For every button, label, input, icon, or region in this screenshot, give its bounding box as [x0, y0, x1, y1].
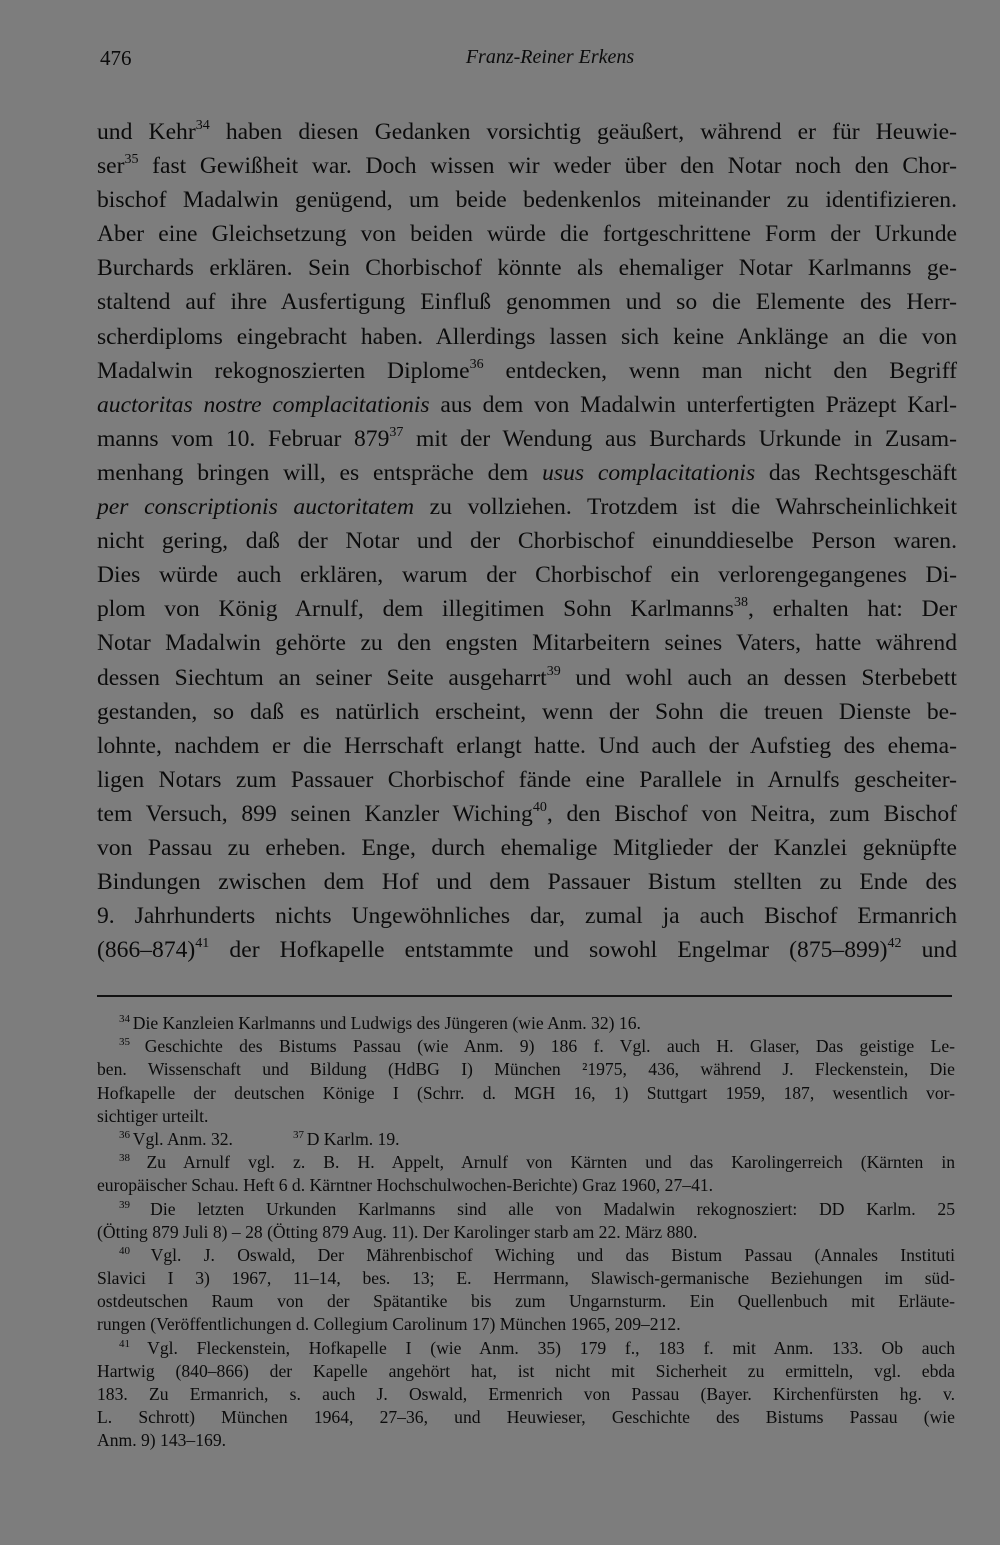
text-segment: und [901, 937, 957, 964]
footnote-line [97, 1105, 955, 1128]
italic-phrase: auctoritas nostre complacitationis [97, 391, 430, 418]
footnote-text: Geschichte des Bistums Passau (wie Anm. 9) 186 f. Vgl. auch H. Glaser, Das geistige Le- [144, 1036, 955, 1057]
text-line [97, 149, 957, 183]
footnote-text: D Karlm. 19. [306, 1128, 400, 1149]
text-segment: gestanden, so daß es natürlich erscheint, wenn der Sohn die treuen Dienste be- [97, 698, 957, 725]
text-line [97, 524, 957, 558]
main-text [97, 115, 957, 967]
text-line [97, 831, 957, 865]
running-head: Franz-Reiner Erkens [465, 46, 635, 68]
footnote-text: Hofkapelle der deutschen Könige I (Schrr. d. MGH 16, 1) Stuttgart 1959, 187, wesentlich vor- [97, 1082, 955, 1103]
text-segment: , den Bischof von Neitra, zum Bischof [546, 800, 957, 827]
text-segment: staltend auf ihre Ausfertigung Einfluß genommen und so die Elemente des Herr- [97, 289, 957, 316]
text-line [97, 626, 957, 660]
text-segment: Madalwin rekognoszierten Diplome [97, 357, 470, 384]
footnote-line [97, 1360, 955, 1383]
footnote-text: Anm. 9) 143–169. [97, 1430, 227, 1451]
footnote-text: Die Kanzleien Karlmanns und Ludwigs des Jüngeren (wie Anm. 32) 16. [132, 1013, 641, 1033]
text-segment: plom von König Arnulf, dem illegitimen Sohn Karlmanns [97, 596, 734, 623]
footnote-text: Vgl. Anm. 32. [132, 1128, 233, 1149]
footnote-line [97, 1383, 955, 1406]
text-line [97, 422, 957, 456]
text-line [97, 899, 957, 933]
footnote-line [97, 1198, 955, 1221]
text-line [97, 217, 957, 251]
footnote-number: 39 [119, 1198, 151, 1211]
page-number: 476 [100, 46, 132, 70]
footnote-number: 34 [119, 1013, 133, 1025]
footnote-ref: 38 [733, 595, 748, 611]
page-header [100, 46, 950, 76]
footnote-ref: 35 [124, 152, 139, 168]
footnote-line [97, 1128, 955, 1151]
footnote-line [97, 1244, 955, 1267]
footnote-text: Die letzten Urkunden Karlmanns sind alle von Madalwin rekognosziert: DD Karlm. 25 [150, 1198, 956, 1219]
footnote-line [97, 1012, 955, 1035]
text-segment: bischof Madalwin genügend, um beide bedenkenlos miteinander zu identifizieren. [97, 187, 957, 214]
text-segment: lohnte, nachdem er die Herrschaft erlangt hatte. Und auch der Aufstieg des ehema- [97, 732, 957, 759]
footnote-line [97, 1151, 955, 1174]
footnote-text: ostdeutschen Raum von der Spätantike bis zum Ungarnsturm. Ein Quellenbuch mit Erläute- [97, 1291, 955, 1312]
text-segment: tem Versuch, 899 seinen Kanzler Wiching [97, 800, 533, 827]
footnote-separator [97, 995, 952, 997]
text-segment: haben diesen Gedanken vorsichtig geäußert, während er für Heuwie- [209, 119, 957, 145]
footnote-ref: 36 [469, 356, 484, 372]
text-segment: entdecken, wenn man nicht den Begriff [483, 357, 957, 384]
footnote-line [97, 1267, 955, 1290]
footnote-number: 41 [119, 1337, 148, 1350]
text-segment: , erhalten hat: Der [747, 596, 957, 623]
text-segment: und wohl auch an dessen Sterbebett [560, 664, 957, 691]
footnote-text: 183. Zu Ermanrich, s. auch J. Oswald, Ermenrich von Passau (Bayer. Kirchenfürsten hg. v. [97, 1384, 955, 1404]
text-segment: ligen Notars zum Passauer Chorbischof fände eine Parallele in Arnulfs gescheiter- [97, 766, 957, 793]
footnote-line [97, 1290, 955, 1313]
footnotes [97, 1012, 955, 1453]
footnote-text: Vgl. Fleckenstein, Hofkapelle I (wie Anm. 35) 179 f., 183 f. mit Anm. 133. Ob auch [147, 1337, 956, 1358]
text-segment: Dies würde auch erklären, warum der Chorbischof ein verlorengegangenes Di- [97, 562, 957, 589]
text-segment: nicht gering, daß der Notar und der Chorbischof einunddieselbe Person waren. [97, 528, 957, 555]
text-line [97, 558, 957, 592]
text-segment: zu vollziehen. Trotzdem ist die Wahrscheinlichkeit [414, 494, 958, 521]
footnote-number: 40 [119, 1244, 151, 1257]
footnote-line [97, 1221, 955, 1244]
footnote-line [97, 1058, 955, 1081]
text-segment: von Passau zu erheben. Enge, durch ehemalige Mitglieder der Kanzlei geknüpfte [97, 834, 957, 861]
footnote-ref: 37 [389, 424, 404, 440]
text-line [97, 456, 957, 490]
footnote-number: 37 [292, 1128, 307, 1141]
text-line [97, 865, 957, 899]
footnote-number: 36 [119, 1128, 133, 1141]
text-line [97, 388, 957, 422]
text-segment: und Kehr [97, 119, 196, 145]
text-segment: 9. Jahrhunderts nichts Ungewöhnliches dar, zumal ja auch Bischof Ermanrich [97, 903, 957, 930]
footnote-line [97, 1429, 955, 1452]
footnote-text: Zu Arnulf vgl. z. B. H. Appelt, Arnulf von Kärnten und das Karolingerreich (Kärnten in [146, 1152, 956, 1173]
text-segment: Aber eine Gleichsetzung von beiden würde die fortgeschrittene Form der Urkunde [97, 221, 957, 248]
italic-phrase: per conscriptionis auctoritatem [97, 494, 415, 521]
footnote-text: Slavici I 3) 1967, 11–14, bes. 13; E. Herrmann, Slawisch-germanische Beziehungen im süd- [97, 1268, 955, 1289]
text-line [97, 251, 957, 285]
text-segment: ser [97, 153, 125, 180]
text-line [97, 797, 957, 831]
text-line [97, 354, 957, 388]
footnote-ref: 40 [532, 799, 547, 815]
footnote-line [97, 1082, 955, 1105]
text-segment: fast Gewißheit war. Doch wissen wir weder über den Notar noch den Chor- [138, 153, 957, 180]
footnote-text: ben. Wissenschaft und Bildung (HdBG I) München ²1975, 436, während J. Fleckenstein, Die [97, 1059, 955, 1080]
text-segment: Burchards erklären. Sein Chorbischof könnte als ehemaliger Notar Karlmanns ge- [97, 255, 957, 282]
footnote-line [97, 1174, 955, 1197]
text-segment: aus dem von Madalwin unterfertigten Präzept Karl- [429, 391, 957, 418]
text-line [97, 933, 957, 967]
footnote-text: L. Schrott) München 1964, 27–36, und Heuwieser, Geschichte des Bistums Passau (wie [97, 1407, 955, 1428]
footnote-text: Hartwig (840–866) der Kapelle angehört hat, ist nicht mit Sicherheit zu ermitteln, vgl. ebda [97, 1360, 955, 1381]
text-line [97, 729, 957, 763]
footnote-ref: 42 [887, 936, 902, 952]
text-segment: das Rechtsgeschäft [755, 459, 957, 486]
footnote-text: sichtiger urteilt. [97, 1105, 209, 1126]
footnote-number: 35 [119, 1036, 145, 1049]
footnote-text: Vgl. J. Oswald, Der Mährenbischof Wiching und das Bistum Passau (Annales Instituti [150, 1244, 955, 1265]
text-segment: (866–874) [97, 937, 196, 964]
footnote-ref: 34 [195, 118, 210, 133]
footnote-ref: 41 [195, 936, 210, 952]
footnote-text: europäischer Schau. Heft 6 d. Kärntner Hochschulwochen-Berichte) Graz 1960, 27–41. [97, 1175, 714, 1196]
italic-phrase: usus complacitationis [542, 459, 756, 486]
text-line [97, 183, 957, 217]
text-line [97, 592, 957, 626]
text-segment: scherdiploms eingebracht haben. Allerdings lassen sich keine Anklänge an die von [97, 323, 957, 350]
text-line [97, 320, 957, 354]
footnote-line [97, 1406, 955, 1429]
text-line [97, 490, 957, 524]
text-line [97, 115, 957, 149]
footnote-line [97, 1337, 955, 1360]
text-segment: Notar Madalwin gehörte zu den engsten Mitarbeitern seines Vaters, hatte während [97, 630, 957, 657]
text-segment: menhang bringen will, es entspräche dem [97, 459, 543, 486]
text-segment: der Hofkapelle entstammte und sowohl Engelmar (875–899) [209, 937, 888, 964]
footnote-line [97, 1313, 955, 1336]
text-segment: Bindungen zwischen dem Hof und dem Passauer Bistum stellten zu Ende des [97, 869, 957, 896]
text-line [97, 661, 957, 695]
text-line [97, 695, 957, 729]
text-line [97, 285, 957, 319]
footnote-line [97, 1035, 955, 1058]
text-segment: mit der Wendung aus Burchards Urkunde in Zusam- [403, 425, 957, 452]
footnote-text: (Ötting 879 Juli 8) – 28 (Ötting 879 Aug. 11). Der Karolinger starb am 22. März 880. [97, 1221, 698, 1242]
footnote-number: 38 [119, 1152, 147, 1165]
footnote-ref: 39 [546, 663, 561, 679]
text-line [97, 763, 957, 797]
text-segment: dessen Siechtum an seiner Seite ausgeharrt [97, 664, 547, 691]
text-segment: manns vom 10. Februar 879 [97, 425, 390, 452]
footnote-text: rungen (Veröffentlichungen d. Collegium Carolinum 17) München 1965, 209–212. [97, 1314, 681, 1335]
